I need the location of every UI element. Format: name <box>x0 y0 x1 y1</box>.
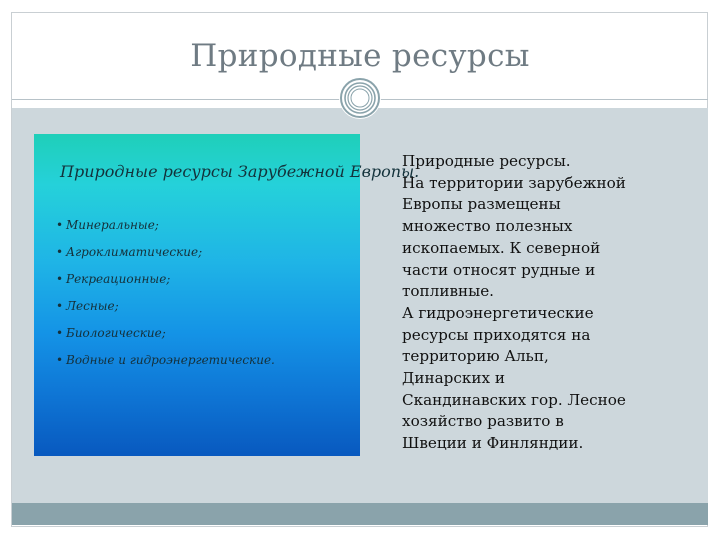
list-item: • Лесные; <box>56 299 119 313</box>
list-item: • Биологические; <box>56 326 166 340</box>
circle-ornament-icon <box>339 77 381 119</box>
resources-image <box>34 134 420 456</box>
bottom-band <box>12 503 708 525</box>
list-item: • Минеральные; <box>56 218 159 232</box>
text-line: Скандинавских гор. Лесное <box>402 390 626 409</box>
list-item: • Рекреационные; <box>56 272 171 286</box>
image-title: Природные ресурсы Зарубежной Европы. <box>60 162 420 181</box>
text-line: ресурсы приходятся на <box>402 325 591 344</box>
text-line: А гидроэнергетические <box>402 303 594 322</box>
text-line: части относят рудные и <box>402 260 596 279</box>
list-item: • Агроклиматические; <box>56 245 203 259</box>
bullet-icon: • <box>56 245 64 259</box>
text-line: Природные ресурсы. <box>402 152 571 170</box>
bullet-icon: • <box>56 299 64 313</box>
text-line: Швеции и Финляндии. <box>402 434 584 453</box>
body-text <box>402 151 652 455</box>
bullet-icon: • <box>56 353 64 367</box>
text-line: хозяйство развито в <box>402 412 564 431</box>
text-line: топливные. <box>402 282 495 301</box>
text-line: множество полезных <box>402 217 573 236</box>
text-line: ископаемых. К северной <box>402 238 601 257</box>
bullet-icon: • <box>56 218 64 232</box>
image-resource-list <box>56 216 275 378</box>
bullet-icon: • <box>56 326 64 340</box>
text-line: Европы размещены <box>402 195 561 214</box>
text-line: На территории зарубежной <box>402 173 626 192</box>
bullet-icon: • <box>56 272 64 286</box>
list-item: • Водные и гидроэнергетические. <box>56 353 275 367</box>
text-line: территорию Альп, <box>402 347 549 366</box>
text-line: Динарских и <box>402 369 506 388</box>
slide-title: Природные ресурсы <box>190 38 530 74</box>
